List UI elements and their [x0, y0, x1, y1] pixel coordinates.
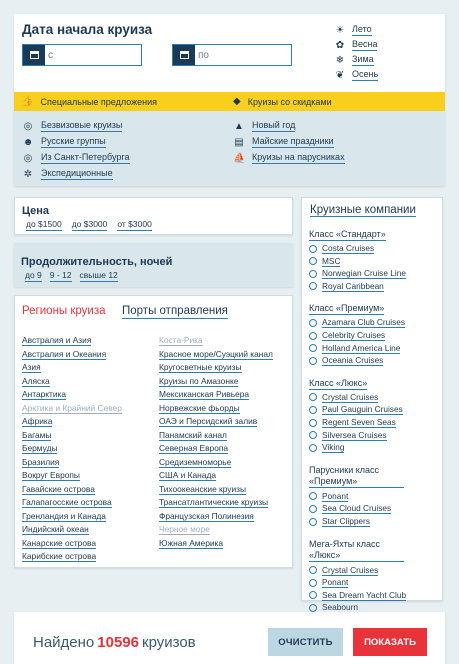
cruise-line-item[interactable]	[309, 404, 403, 415]
duration-options	[25, 270, 126, 282]
calendar-icon: ▤	[234, 136, 244, 148]
price-option[interactable]: от $3000	[117, 219, 152, 229]
region-label: Галапагосские острова	[22, 497, 112, 507]
group-icon: ☻	[22, 136, 34, 148]
cruise-date-panel	[14, 14, 445, 92]
found-prefix: Найдено	[33, 634, 95, 651]
flower-icon: ✿	[335, 39, 345, 51]
region-item[interactable]	[22, 334, 122, 348]
radio-icon	[309, 604, 317, 612]
theme-left-3[interactable]	[22, 168, 113, 180]
region-label: Австралия и Азия	[22, 335, 92, 345]
region-item[interactable]	[159, 361, 273, 375]
cruise-line-item[interactable]	[309, 577, 348, 588]
cruise-line-label: Norwegian Cruise Line	[322, 268, 406, 279]
region-item[interactable]	[159, 388, 273, 402]
discount-cruises-label: Круизы со скидками	[247, 96, 332, 107]
season-label: Весна	[352, 39, 378, 49]
radio-icon	[309, 357, 317, 365]
tab-ports[interactable]: Порты отправления	[122, 305, 228, 317]
region-item[interactable]	[22, 348, 122, 362]
cruise-class-title[interactable]: Парусники класс «Премиум»	[309, 465, 404, 488]
region-label: ОАЭ и Персидский залив	[159, 416, 258, 426]
region-item[interactable]	[159, 469, 273, 483]
region-item[interactable]	[159, 510, 273, 524]
region-item[interactable]	[22, 415, 122, 429]
found-count: 10596	[97, 634, 139, 651]
theme-label: Экспедиционные	[41, 168, 113, 178]
season-0[interactable]	[334, 24, 372, 36]
duration-option[interactable]: 9 - 12	[49, 270, 72, 280]
radio-icon	[309, 332, 317, 340]
clear-button[interactable]: ОЧИСТИТЬ	[268, 628, 343, 656]
tag-icon: ◆	[233, 96, 241, 107]
cruise-line-label: MSC	[322, 255, 341, 266]
cruise-line-label: Ponant	[322, 577, 349, 588]
theme-right-2[interactable]	[233, 152, 345, 164]
region-item[interactable]	[22, 469, 122, 483]
region-label: США и Канада	[159, 470, 217, 480]
radio-icon	[309, 431, 317, 439]
duration-option[interactable]: до 9	[25, 270, 42, 280]
special-offers-link[interactable]	[21, 96, 157, 107]
found-suffix: круизов	[142, 634, 196, 651]
calendar-icon	[173, 45, 195, 65]
region-label: Гренландия и Канада	[22, 510, 106, 521]
thumbs-up-icon: 👍	[21, 96, 34, 107]
region-item[interactable]	[22, 550, 122, 564]
region-tabs	[22, 305, 228, 317]
region-item[interactable]	[159, 402, 273, 416]
region-item[interactable]	[159, 483, 273, 497]
results-footer	[14, 612, 445, 664]
region-item[interactable]	[159, 537, 273, 551]
region-column-1	[22, 334, 122, 564]
cruise-line-label: Crystal Cruises	[322, 564, 379, 575]
date-to-placeholder: по	[198, 49, 209, 61]
region-label: Азия	[22, 362, 41, 372]
cruise-line-label: Crystal Cruises	[322, 391, 379, 402]
radio-icon	[309, 518, 317, 526]
region-item[interactable]	[22, 456, 122, 470]
cruise-date-title: Дата начала круиза	[22, 22, 153, 37]
region-item[interactable]	[22, 442, 122, 456]
cruise-line-label: Silversea Cruises	[322, 429, 387, 440]
cruise-line-item[interactable]	[309, 256, 340, 267]
date-from-placeholder: с	[48, 49, 53, 61]
theme-label: Новый год	[252, 120, 296, 130]
cruise-line-label: Viking	[322, 442, 345, 453]
show-button[interactable]: ПОКАЗАТЬ	[353, 628, 427, 656]
cruise-line-item[interactable]	[309, 330, 385, 341]
region-label: Аляска	[22, 375, 50, 386]
region-item[interactable]	[159, 415, 273, 429]
duration-filter	[14, 243, 293, 287]
region-label: Вокруг Европы	[22, 470, 80, 480]
theme-left-2[interactable]	[22, 152, 130, 164]
radio-icon	[309, 270, 317, 278]
cruise-line-item[interactable]	[309, 343, 400, 354]
radio-icon	[309, 566, 317, 574]
price-option[interactable]: до $3000	[71, 219, 108, 229]
region-item[interactable]	[22, 361, 122, 375]
radio-icon	[309, 492, 317, 500]
radio-icon	[309, 344, 317, 352]
region-label: Арктика и Крайний Север	[22, 402, 122, 413]
region-label: Мексиканская Ривьера	[159, 389, 250, 399]
theme-right-0[interactable]	[233, 120, 295, 132]
region-item[interactable]	[159, 456, 273, 470]
region-item[interactable]	[22, 388, 122, 402]
radio-icon	[309, 282, 317, 290]
radio-icon	[309, 245, 317, 253]
cruise-line-item[interactable]	[309, 491, 348, 502]
cruise-line-item[interactable]	[309, 417, 396, 428]
season-label: Лето	[352, 24, 372, 34]
globe-icon: ◎	[23, 152, 33, 164]
sun-icon: ☀	[335, 24, 345, 36]
promo-bar	[14, 92, 445, 111]
cruise-class-title[interactable]: Класс «Стандарт»	[309, 229, 386, 239]
region-item[interactable]	[22, 523, 122, 537]
season-1[interactable]	[334, 39, 377, 51]
cruise-line-item[interactable]	[309, 503, 391, 514]
radio-icon	[309, 257, 317, 265]
snowflake-icon: ❄	[335, 54, 345, 66]
theme-panel	[14, 111, 445, 186]
theme-label: Майские праздники	[252, 136, 334, 146]
radio-icon	[309, 505, 317, 513]
duration-title: Продолжительность, ночей	[21, 256, 173, 268]
season-2[interactable]	[334, 54, 374, 66]
region-item[interactable]	[22, 483, 122, 497]
price-option[interactable]: до $1500	[26, 219, 62, 229]
region-label: Круизы по Амазонке	[159, 375, 239, 386]
cruise-class-title[interactable]: Класс «Премиум»	[309, 303, 385, 314]
region-label: Норвежские фьорды	[159, 402, 240, 413]
region-label: Коста-Рика	[159, 335, 203, 345]
region-label: Северная Европа	[159, 443, 229, 453]
radio-icon	[309, 419, 317, 427]
cruise-line-item[interactable]	[309, 430, 387, 441]
region-label: Кругосветные круизы	[159, 362, 242, 372]
theme-label: Безвизовые круизы	[41, 120, 123, 130]
cruise-line-item[interactable]	[309, 355, 383, 366]
theme-right-1[interactable]	[233, 136, 334, 148]
tree-icon: ▲	[234, 120, 244, 132]
cruise-line-label: Star Clippers	[322, 516, 370, 526]
region-item[interactable]	[22, 402, 122, 416]
season-label: Зима	[352, 54, 374, 64]
results-count	[33, 634, 196, 651]
region-label: Трансатлантические круизы	[159, 497, 269, 507]
cruise-line-label: Seabourn	[322, 602, 358, 613]
region-label: Багамы	[22, 429, 52, 440]
region-item[interactable]	[159, 348, 273, 362]
date-from-field[interactable]	[22, 44, 142, 66]
region-label: Африка	[22, 416, 53, 426]
cruise-line-item[interactable]	[309, 590, 406, 601]
region-label: Тихоокеанские круизы	[159, 483, 247, 494]
regions-panel	[14, 295, 293, 568]
cruise-line-label: Royal Caribbean	[322, 280, 384, 291]
price-filter	[14, 197, 293, 235]
region-label: Черное море	[159, 524, 210, 534]
region-item[interactable]	[159, 375, 273, 389]
cruise-line-item[interactable]	[309, 442, 344, 453]
cruise-line-item[interactable]	[309, 317, 405, 328]
theme-label: Круизы на парусниках	[252, 152, 345, 162]
region-item[interactable]	[22, 375, 122, 389]
compass-icon: ✲	[23, 168, 33, 180]
cruise-class-title[interactable]: Мега-Яхты класс «Люкс»	[309, 539, 404, 562]
price-title: Цена	[22, 205, 50, 217]
radio-icon	[309, 393, 317, 401]
radio-icon	[309, 579, 317, 587]
cruise-line-item[interactable]	[309, 392, 378, 403]
region-item[interactable]	[22, 510, 122, 524]
cruise-line-label: Sea Cloud Cruises	[322, 503, 392, 514]
region-label: Южная Америка	[159, 537, 224, 548]
region-label: Антарктика	[22, 389, 67, 399]
region-label: Бермуды	[22, 443, 58, 453]
region-label: Панамский канал	[159, 429, 227, 440]
region-label: Гавайские острова	[22, 483, 95, 494]
cruise-line-label: Holland America Line	[322, 342, 401, 353]
cruise-class-title[interactable]: Класс «Люкс»	[309, 377, 368, 388]
region-item[interactable]	[159, 429, 273, 443]
radio-icon	[309, 406, 317, 414]
region-item[interactable]	[159, 496, 273, 510]
region-label: Австралия и Океания	[22, 348, 107, 359]
radio-icon	[309, 319, 317, 327]
cruise-line-item[interactable]	[309, 565, 378, 576]
region-label: Французская Полинезия	[159, 510, 254, 521]
cruise-line-label: Oceania Cruises	[322, 355, 384, 366]
cruise-line-label: Costa Cruises	[322, 243, 375, 253]
cruise-line-item[interactable]	[309, 268, 406, 279]
cruise-lines-panel	[301, 197, 443, 613]
region-item[interactable]	[159, 523, 273, 537]
radio-icon	[309, 591, 317, 599]
cruise-line-label: Paul Gauguin Cruises	[322, 404, 403, 415]
discount-cruises-link[interactable]	[233, 96, 332, 107]
theme-left-1[interactable]	[22, 136, 106, 148]
leaf-icon: ❦	[335, 69, 345, 81]
price-options	[26, 219, 162, 231]
tab-regions[interactable]: Регионы круиза	[22, 305, 106, 317]
theme-label: Русские группы	[41, 136, 106, 146]
cruise-lines-title: Круизные компании	[310, 204, 416, 216]
cruise-line-item[interactable]	[309, 516, 370, 527]
cruise-line-label: Regent Seven Seas	[322, 417, 396, 427]
region-column-2	[159, 334, 273, 550]
region-item[interactable]	[22, 429, 122, 443]
theme-label: Из Санкт-Петербурга	[41, 152, 130, 162]
region-item[interactable]	[159, 442, 273, 456]
calendar-icon	[23, 45, 45, 65]
globe-icon: ◎	[23, 120, 33, 132]
region-label: Карибские острова	[22, 551, 97, 561]
region-label: Бразилия	[22, 456, 60, 467]
special-offers-label: Специальные предложения	[40, 96, 157, 107]
region-label: Красное море/Суэцкий канал	[159, 348, 273, 359]
cruise-line-item[interactable]	[309, 243, 374, 254]
cruise-line-label: Azamara Club Cruises	[322, 317, 405, 328]
region-label: Средиземноморье	[159, 456, 232, 467]
season-3[interactable]	[334, 69, 378, 81]
radio-icon	[309, 444, 317, 452]
ship-icon: ⛵	[233, 152, 246, 164]
cruise-line-label: Celebrity Cruises	[322, 330, 386, 340]
cruise-line-label: Sea Dream Yacht Club	[322, 589, 407, 600]
region-label: Индийский океан	[22, 524, 89, 534]
region-label: Канарские острова	[22, 537, 97, 548]
cruise-line-label: Ponant	[322, 490, 349, 501]
region-item[interactable]	[22, 537, 122, 551]
theme-left-0[interactable]	[22, 120, 122, 132]
cruise-line-item[interactable]	[309, 281, 384, 292]
season-label: Осень	[352, 69, 379, 79]
duration-option[interactable]: свыше 12	[79, 270, 118, 280]
region-item[interactable]	[22, 496, 122, 510]
date-to-field[interactable]	[172, 44, 292, 66]
region-item[interactable]	[159, 334, 273, 348]
